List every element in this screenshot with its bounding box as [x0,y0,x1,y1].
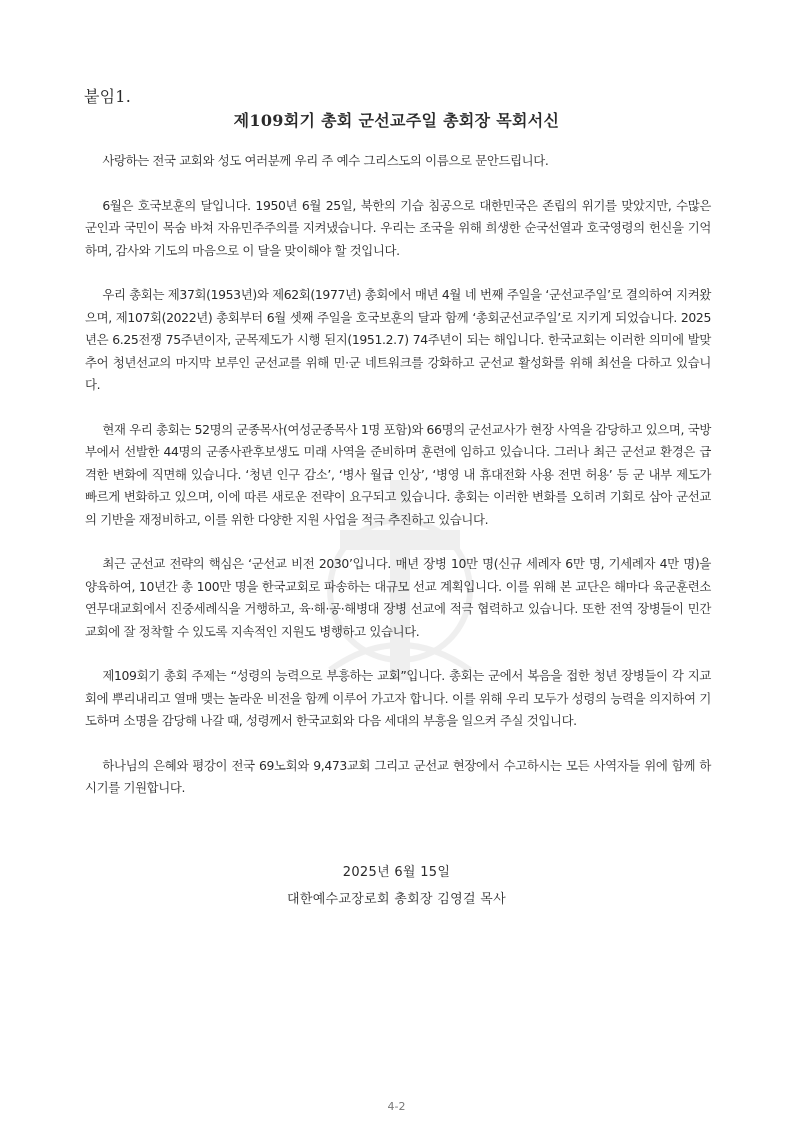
page-number: 4-2 [387,1100,406,1113]
body-paragraph: 우리 총회는 제37회(1953년)와 제62회(1977년) 총회에서 매년 4월 네 번째 주일을 ‘군선교주일’로 결의하여 지켜왔으며, 제107회(2022년) 총회부터 6월 셋째 주일을 호국보훈의 달과 함께 ‘총회군선교주일’로 지키게 되었습니다. 2025년은 6.25전쟁 75주년이자, 군목제도가 시행 된지(1951.2.7) 74주년이 되는 해입니다. 한국교회는 이러한 의미에 발맞추어 청년선교의 마지막 보루인 군선교를 위해 민·군 네트워크를 강화하고 군선교 활성화를 위해 최선을 다하고 있습니다. [85,287,711,392]
blessing-paragraph: 하나님의 은혜와 평강이 전국 69노회와 9,473교회 그리고 군선교 현장에서 수고하시는 모든 사역자들 위에 함께 하시기를 기원합니다. [85,757,711,795]
letter-body [85,150,711,822]
body-paragraph: 6월은 호국보훈의 달입니다. 1950년 6월 25일, 북한의 기습 침공으로 대한민국은 존립의 위기를 맞았지만, 수많은 군인과 국민이 목숨 바쳐 자유민주주의를 지켜냈습니다. 우리는 조국을 위해 희생한 순국선열과 호국영령의 헌신을 기억하며, 감사와 기도의 마음으로 이 달을 맞이해야 할 것입니다. [85,197,711,258]
letter-date: 2025년 6월 15일 [342,865,451,880]
letter-title: 제109회기 총회 군선교주일 총회장 목회서신 [233,111,560,130]
body-paragraph: 현재 우리 총회는 52명의 군종목사(여성군종목사 1명 포함)와 66명의 군선교사가 현장 사역을 감당하고 있으며, 국방부에서 선발한 44명의 군종사관후보생도 미래 사역을 준비하며 훈련에 임하고 있습니다. 그러나 최근 군선교 환경은 급격한 변화에 직면해 있습니다. ‘청년 인구 감소’, ‘병사 월급 인상’, ‘병영 내 휴대전화 사용 전면 허용’ 등 군 내부 제도가 빠르게 변화하고 있으며, 이에 따른 새로운 전략이 요구되고 있습니다. 총회는 이러한 변화를 오히려 기회로 삼아 군선교의 기반을 재정비하고, 이를 위한 다양한 지원 사업을 적극 추진하고 있습니다. [85,421,711,527]
body-paragraph: 최근 군선교 전략의 핵심은 ‘군선교 비전 2030’입니다. 매년 장병 10만 명(신규 세례자 6만 명, 기세례자 4만 명)을 양육하여, 10년간 총 100만 명을 한국교회로 파송하는 대규모 선교 계획입니다. 이를 위해 본 교단은 해마다 육군훈련소 연무대교회에서 진중세례식을 거행하고, 육·해·공·해병대 장병 선교에 적극 협력하고 있습니다. 또한 전역 장병들이 민간교회에 잘 정착할 수 있도록 지속적인 지원도 병행하고 있습니다. [85,556,711,639]
letter-signer: 대한예수교장로회 총회장 김영걸 목사 [286,892,507,907]
attachment-label: 붙임1. [84,87,131,106]
greeting-paragraph: 사랑하는 전국 교회와 성도 여러분께 우리 주 예수 그리스도의 이름으로 문안드립니다. [102,153,549,168]
body-paragraph: 제109회기 총회 주제는 “성령의 능력으로 부흥하는 교회”입니다. 총회는 군에서 복음을 접한 청년 장병들이 각 지교회에 뿌리내리고 열매 맺는 놀라운 비전을 함께 이루어 가고자 합니다. 이를 위해 우리 모두가 성령의 능력을 의지하여 기도하며 소명을 감당해 나갈 때, 성령께서 한국교회와 다음 세대의 부흥을 일으켜 주실 것입니다. [85,668,711,728]
